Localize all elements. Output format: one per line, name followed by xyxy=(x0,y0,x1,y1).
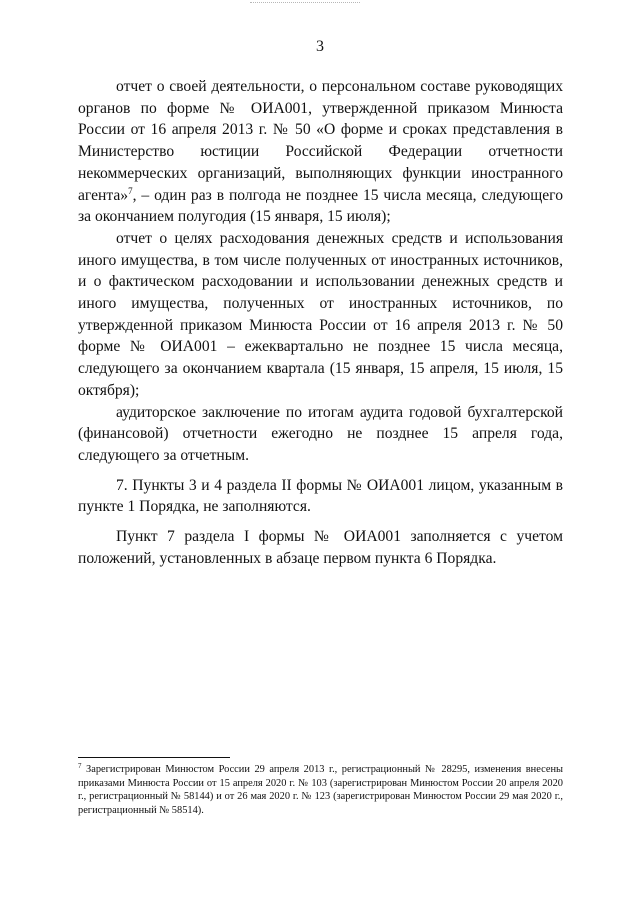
page-number: 3 xyxy=(316,38,324,55)
scan-artifact xyxy=(250,2,360,7)
paragraph-audit-conclusion: аудиторское заключение по итогам аудита годовой бухгалтерской (финансовой) отчетности ежегодно не позднее 15 апреля года, следующего за отчетным. xyxy=(78,403,563,464)
footnote-divider xyxy=(78,757,230,758)
paragraph-item-7-section-1: Пункт 7 раздела I формы № ОИА001 заполняется с учетом положений, установленных в абзаце первом пункта 6 Порядка. xyxy=(78,528,563,567)
paragraph-report-spending: отчет о целях расходования денежных средств и использования иного имущества, в том числе полученных от иностранных источников, и о фактическом расходовании и использовании денежных средств и иного имущества, полученных от иностранных источников, по утвержденной приказом Минюста России от 16 апреля 2013 г. № 50 форме № ОИА001 – ежеквартально не позднее 15 числа месяца, следующего за окончанием квартала (15 января, 15 апреля, 15 июля, 15 октября); xyxy=(78,229,563,399)
paragraph-report-activity xyxy=(78,76,563,228)
footnote-text: Зарегистрирован Минюстом России 29 апреля 2013 г., регистрационный № 28295, изменения внесены приказами Минюста России от 15 апреля 2020 г. № 103 (зарегистрирован Минюстом России 20 апреля 2020 г., регистрационный № 58144) и от 26 мая 2020 г. № 123 (зарегистрирован Минюстом России 29 мая 2020 г., регистрационный № 58514). xyxy=(78,764,563,816)
footnote-number: 7 xyxy=(78,762,82,770)
footnote xyxy=(78,763,563,817)
paragraph-text: , – один раз в полгода не позднее 15 числа месяца, следующего за окончанием полугодия (15 января, 15 июля); xyxy=(78,186,563,226)
footnote-reference[interactable]: 7 xyxy=(128,185,133,196)
paragraph-text: отчет о своей деятельности, о персональном составе руководящих органов по форме № ОИА001, утвержденной приказом Минюста России от 16 апреля 2013 г. № 50 «О форме и сроках представления в Министерство юстиции Российской Федерации отчетности некоммерческих организаций, выполняющих функции иностранного агента» xyxy=(78,78,563,204)
document-body xyxy=(78,76,563,569)
paragraph-item-7: 7. Пункты 3 и 4 раздела II формы № ОИА001 лицом, указанным в пункте 1 Порядка, не заполняются. xyxy=(78,476,563,516)
